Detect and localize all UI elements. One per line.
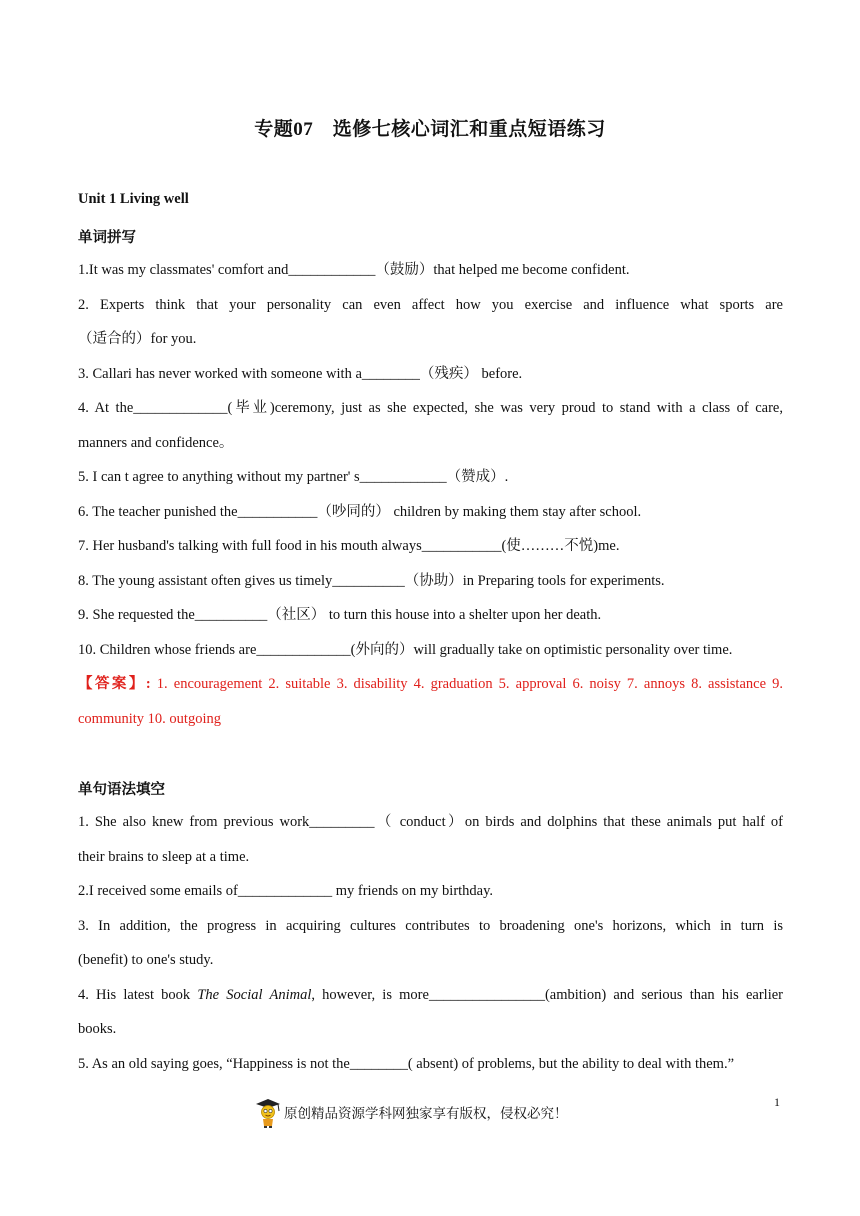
- copyright-notice: 原创精品资源学科网独家享有版权，侵权必究！: [284, 1106, 568, 1122]
- answer-label: 【答案】:: [78, 676, 151, 692]
- grammar-item-4: [78, 985, 783, 1005]
- spelling-item-9: 9. She requested the__________（社区） to turn this house into a shelter upon her death.: [78, 607, 602, 623]
- spelling-item-4: 4. At the_____________(毕业)ceremony, just as she expected, she was very proud to stand with a class of care,: [78, 400, 783, 416]
- grammar-item-1: 1. She also knew from previous work_________（ conduct）on birds and dolphins that these animals put half of: [78, 814, 783, 830]
- mascot-logo-icon: [254, 1097, 282, 1129]
- book-title: The Social Animal: [197, 987, 312, 1003]
- grammar-item-4-pre: 4. His latest book: [78, 987, 198, 1003]
- spelling-item-4-cont: manners and confidence。: [78, 435, 234, 451]
- answer-line-1: [78, 674, 783, 694]
- spelling-item-8: 8. The young assistant often gives us timely__________（协助）in Preparing tools for experiments.: [78, 573, 665, 589]
- spelling-item-5: 5. I can t agree to anything without my partner' s____________（赞成）.: [78, 469, 509, 485]
- spelling-item-10: 10. Children whose friends are_____________(外向的）will gradually take on optimistic personality over time.: [78, 642, 733, 658]
- spelling-item-2-cont: （适合的）for you.: [78, 331, 197, 347]
- spelling-item-7: 7. Her husband's talking with full food in his mouth always___________(使………不悦)me.: [78, 538, 620, 554]
- grammar-item-1-cont: their brains to sleep at a time.: [78, 849, 250, 865]
- document-title: 专题07 选修七核心词汇和重点短语练习: [254, 119, 606, 140]
- grammar-item-3-cont: (benefit) to one's study.: [78, 952, 214, 968]
- section-heading-spelling: 单词拼写: [78, 230, 136, 246]
- unit-heading: Unit 1 Living well: [78, 191, 189, 207]
- grammar-item-2: 2.I received some emails of_____________ my friends on my birthday.: [78, 883, 494, 899]
- spelling-item-6: 6. The teacher punished the___________（吵同的） children by making them stay after school.: [78, 504, 642, 520]
- answer-text-1: 1. encouragement 2. suitable 3. disability 4. graduation 5. approval 6. noisy 7. annoys 8. assistance 9.: [150, 676, 783, 692]
- spelling-item-3: 3. Callari has never worked with someone with a________（残疾） before.: [78, 366, 523, 382]
- spelling-item-1: 1.It was my classmates' comfort and____________（鼓励）that helped me become confident.: [78, 262, 630, 278]
- answer-line-2: community 10. outgoing: [78, 711, 221, 727]
- spelling-item-2: 2. Experts think that your personality can even affect how you exercise and influence what sports are: [78, 297, 783, 313]
- page-number: 1: [774, 1095, 780, 1109]
- grammar-item-3: 3. In addition, the progress in acquiring cultures contributes to broadening one's horizons, which in turn is: [78, 918, 783, 934]
- grammar-item-5: 5. As an old saying goes, “Happiness is not the________( absent) of problems, but the ability to deal with them.”: [78, 1056, 735, 1072]
- grammar-item-4-cont: books.: [78, 1021, 117, 1037]
- section-heading-grammar: 单句语法填空: [78, 782, 165, 798]
- grammar-item-4-post: , however, is more________________(ambition) and serious than his earlier: [311, 987, 783, 1003]
